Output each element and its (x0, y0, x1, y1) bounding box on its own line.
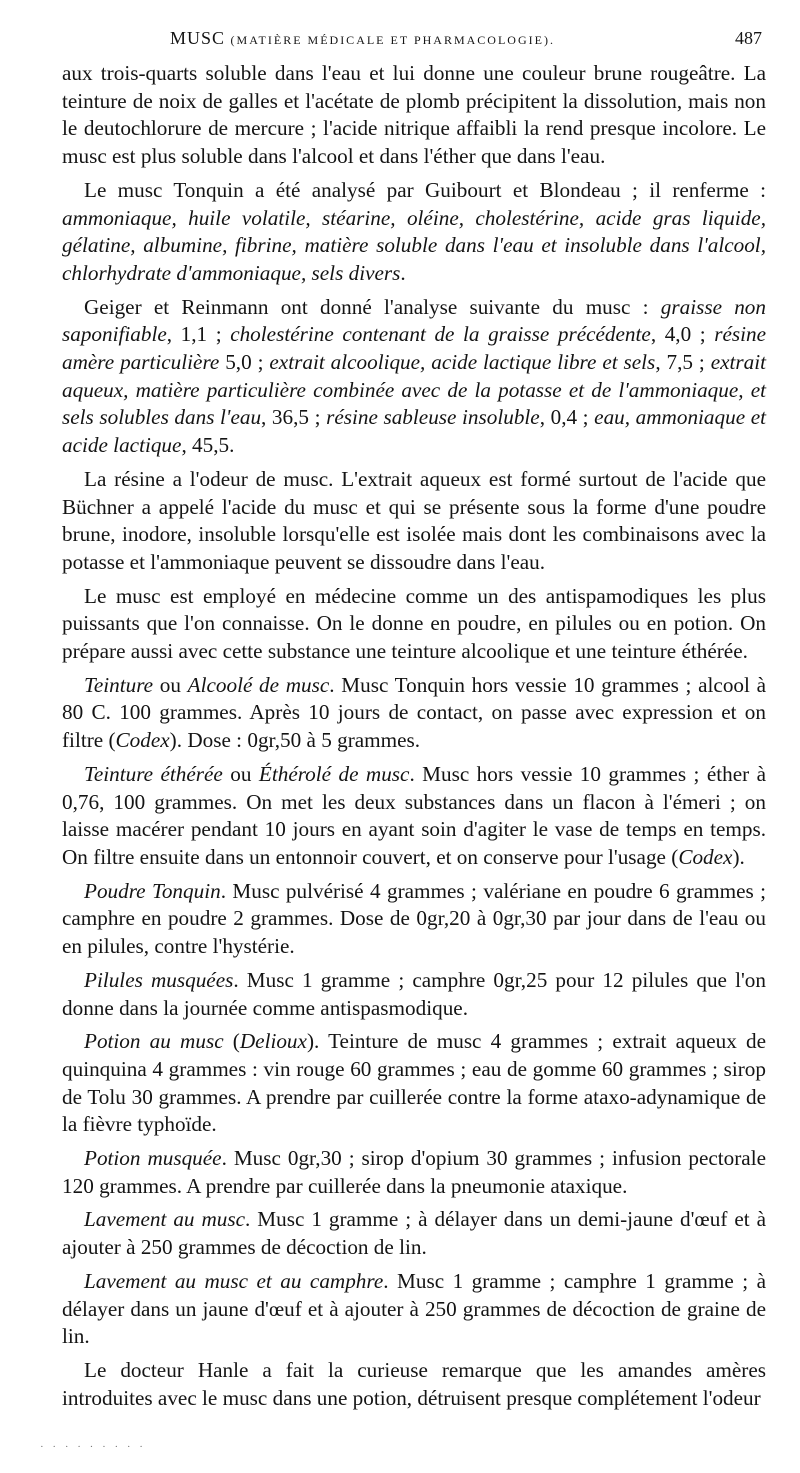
text-run: ( (223, 1029, 240, 1054)
page-number: 487 (735, 28, 762, 48)
paragraph (62, 1268, 766, 1351)
header-title-main: MUSC (170, 28, 226, 48)
italic-text: cholestérine contenant de la graisse précédente (230, 322, 651, 347)
paragraph (62, 878, 766, 961)
text-run: . Musc 0gr,30 ; sirop d'opium 30 grammes ; infusion pectorale 120 grammes. A prendre par cuillerée dans la pneumonie ataxique. (62, 1146, 766, 1198)
italic-text: Lavement au musc (84, 1207, 246, 1232)
italic-text: Delioux (239, 1029, 307, 1054)
text-run: . (400, 260, 406, 285)
text-run: , 7,5 ; (655, 350, 711, 375)
text-run: Le musc Tonquin a été analysé par Guibourt et Blondeau ; il renferme : (84, 177, 766, 202)
italic-text: Codex (678, 844, 733, 869)
text-run: . Musc 1 gramme ; camphre 0gr,25 pour 12 pilules que l'on donne dans la journée comme antispasmodique. (62, 967, 766, 1020)
text-run: 5,0 ; (219, 350, 270, 375)
paragraph (62, 967, 766, 1022)
text-run: aux trois-quarts soluble dans l'eau et lui donne une couleur brune rougeâtre. La teinture de noix de galles et l'acétate de plomb précipitent la dissolution, mais non le deutochlorure de mercure ; l'acide nitrique affaibli la rend presque incolore. Le musc est plus soluble dans l'alcool et dans l'éther que dans l'eau. (62, 61, 766, 169)
paragraph (62, 466, 766, 577)
paragraph (62, 1145, 766, 1200)
italic-text: Codex (115, 728, 170, 753)
text-run: ). Dose : 0gr,50 à 5 grammes. (169, 728, 421, 753)
italic-text: Lavement au musc et au camphre (84, 1268, 384, 1293)
italic-text: Éthérolé de musc (258, 761, 410, 786)
paragraph (62, 1206, 766, 1261)
italic-text: résine sableuse insoluble (326, 405, 540, 430)
text-run: . Musc Tonquin hors vessie 10 grammes ; alcool à 80 C. 100 grammes. Après 10 jours de contact, on passe avec expression et on filtre ( (62, 672, 766, 753)
text-run: . Musc hors vessie 10 grammes ; éther à 0,76, 100 grammes. On met les deux substances dans un flacon à l'émeri ; on laisse macérer pendant 10 jours en ayant soin d'agiter le vase de temps en temps. On filtre ensuite dans un entonnoir couvert, et on conserve pour l'usage ( (62, 761, 766, 869)
text-run: , 36,5 ; (261, 405, 327, 430)
header-title-sub: (MATIÈRE MÉDICALE ET PHARMACOLOGIE). (230, 33, 555, 47)
italic-text: Poudre Tonquin (84, 878, 221, 903)
running-header (62, 28, 762, 60)
text-run: , 4,0 ; (650, 322, 715, 347)
italic-text: eau, ammoniaque et acide lactique (62, 405, 766, 458)
text-run: . Musc pulvérisé 4 grammes ; valériane en poudre 6 grammes ; camphre en poudre 2 grammes. Dose de 0gr,20 à 0gr,30 par jour dans de l'eau ou en pilules, contre l'hystérie. (62, 878, 767, 959)
paragraph (62, 1028, 766, 1139)
header-title (170, 28, 555, 49)
italic-text: résine amère particulière (62, 322, 767, 375)
text-run: ). Teinture de musc 4 grammes ; extrait aqueux de quinquina 4 grammes : vin rouge 60 grammes ; eau de gomme 60 grammes ; sirop de Tolu 30 grammes. A prendre par cuillerée contre la forme ataxo-adynamique de la fièvre typhoïde. (62, 1029, 767, 1137)
paragraph (62, 761, 766, 872)
italic-text: Alcoolé de musc (187, 672, 330, 697)
text-run: , 0,4 ; (539, 405, 595, 430)
paragraph (62, 60, 766, 171)
text-run: , 1,1 ; (166, 322, 231, 347)
text-run: . Musc 1 gramme ; camphre 1 gramme ; à délayer dans un jaune d'œuf et à ajouter à 250 grammes de décoction de graine de lin. (62, 1268, 767, 1349)
body-text (62, 60, 766, 1418)
italic-text: Teinture (84, 672, 154, 697)
paragraph (62, 672, 766, 755)
italic-text: extrait aqueux, matière particulière combinée avec de la potasse et de l'ammoniaque, et sels solubles dans l'eau (62, 350, 767, 430)
text-run: . Musc 1 gramme ; à délayer dans un demi-jaune d'œuf et à ajouter à 250 grammes de décoction de lin. (62, 1207, 766, 1260)
text-run: ). (732, 844, 745, 869)
italic-text: Potion musquée (84, 1146, 222, 1171)
italic-text: Teinture éthérée (84, 761, 223, 786)
text-run: , 45,5. (181, 433, 235, 458)
text-run: La résine a l'odeur de musc. L'extrait aqueux est formé surtout de l'acide que Büchner a appelé l'acide du musc et qui se présente sous la forme d'une poudre brune, inodore, insoluble lorsqu'elle est isolée mais dont les combinaisons avec la potasse et l'ammoniaque peuvent se dissoudre dans l'eau. (62, 466, 766, 574)
italic-text: extrait alcoolique, acide lactique libre et sels (269, 350, 656, 375)
bottom-artifact: · · · · · · · · · (40, 1441, 146, 1453)
paragraph (62, 1357, 766, 1412)
italic-text: Pilules musquées (84, 967, 234, 992)
italic-text: ammoniaque, huile volatile, stéarine, oléine, cholestérine, acide gras liquide, gélatine, albumine, fibrine, matière soluble dans l'eau et insoluble dans l'alcool, chlorhydrate d'ammoniaque, sels divers (62, 205, 766, 285)
text-run: Le musc est employé en médecine comme un des antispamodiques les plus puissants que l'on connaisse. On le donne en poudre, en pilules ou en potion. On prépare aussi avec cette substance une teinture alcoolique et une teinture éthérée. (62, 583, 766, 664)
text-run: Geiger et Reinmann ont donné l'analyse suivante du musc : (84, 294, 661, 319)
italic-text: graisse non saponifiable (62, 294, 766, 347)
text-run: ou (153, 672, 188, 697)
paragraph (62, 294, 766, 460)
paragraph (62, 583, 766, 666)
text-run: Le docteur Hanle a fait la curieuse remarque que les amandes amères introduites avec le musc dans une potion, détruisent presque complétement l'odeur (62, 1357, 766, 1410)
text-run: ou (222, 761, 259, 786)
italic-text: Potion au musc (84, 1029, 224, 1054)
paragraph (62, 177, 766, 288)
